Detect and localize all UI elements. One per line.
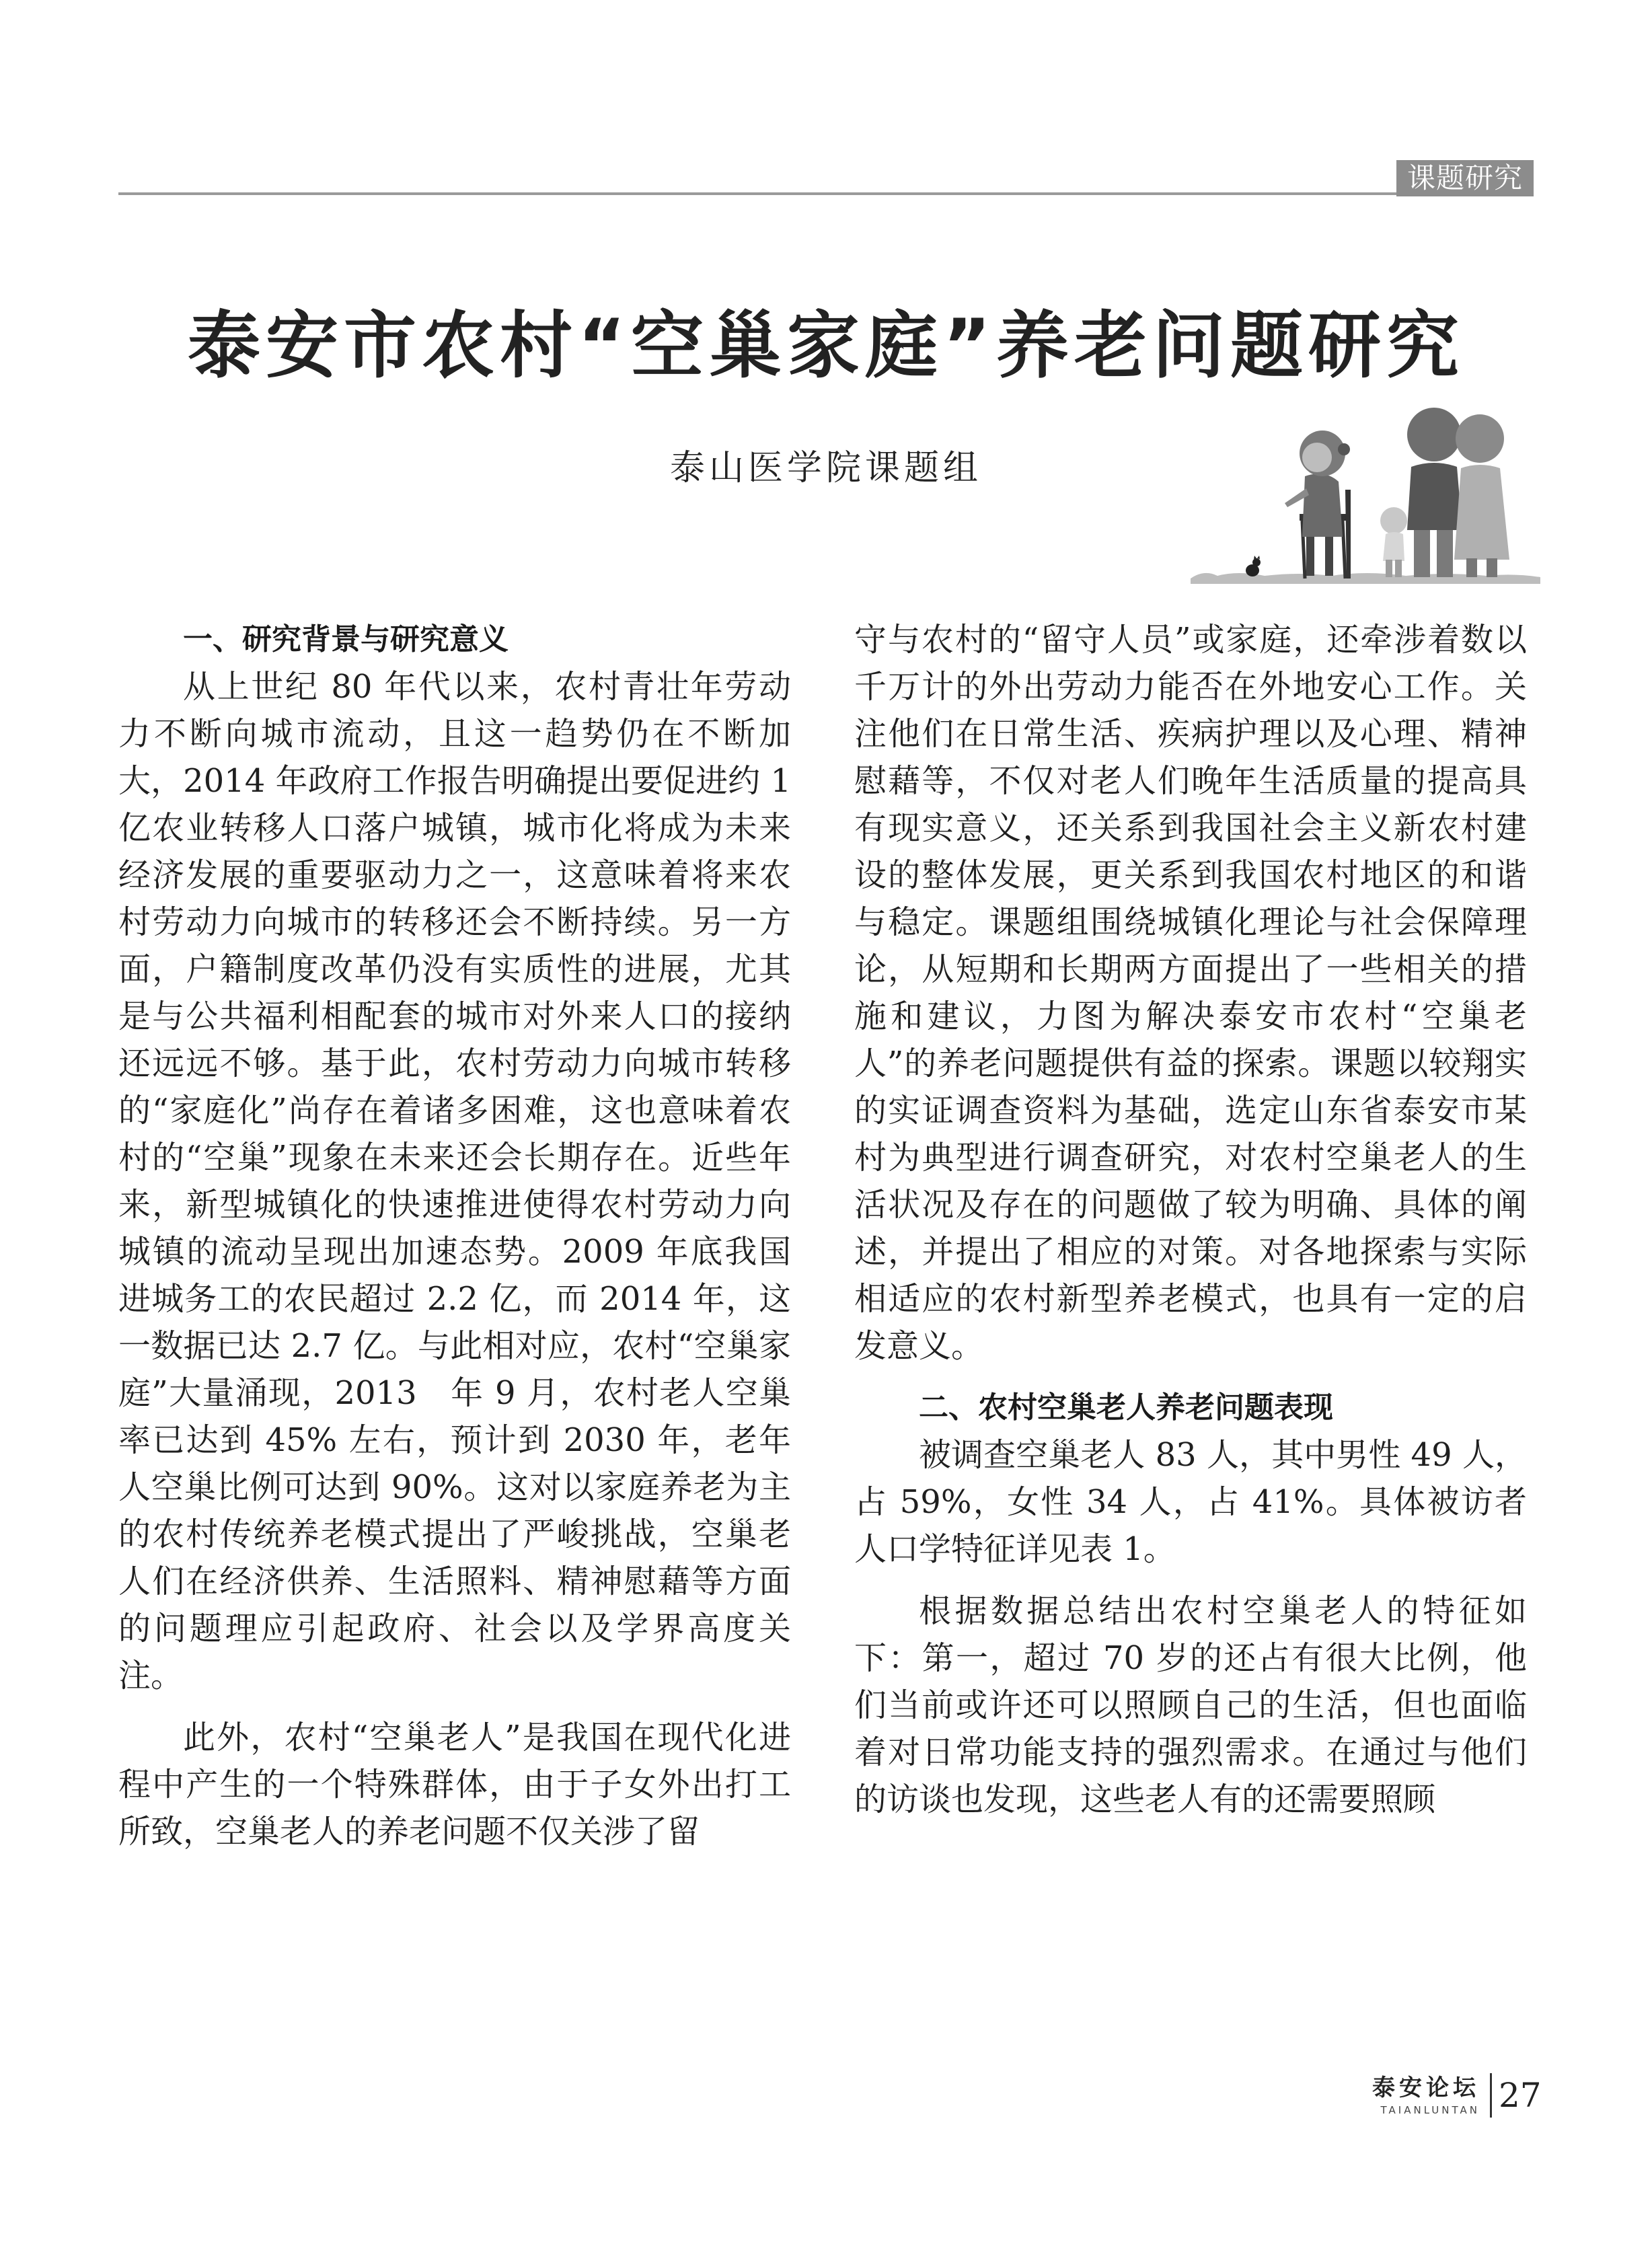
journal-brand — [1318, 2073, 1480, 2118]
journal-name-en: TAIANLUNTAN — [1380, 2104, 1480, 2116]
paragraph-background: 从上世纪 80 年代以来，农村青壮年劳动力不断向城市流动，且这一趋势仍在不断加大，2014 年政府工作报告明确提出要促进约 1 亿农业转移人口落户城镇，城市化将成为未来经济发展的重要驱动力之一，这意味着将来农村劳动力向城市的转移还会不断持续。另一方面，户籍制度改革仍没有实质性的进展，尤其是与公共福利相配套的城市对外来人口的接纳还远远不够。基于此，农村劳动力向城市转移的“家庭化”尚存在着诸多困难，这也意味着农村的“空巢”现象在未来还会长期存在。近些年来，新型城镇化的快速推进使得农村劳动力向城镇的流动呈现出加速态势。2009 年底我国进城务工的农民超过 2.2 亿，而 2014 年，这一数据已达 2.7 亿。与此相对应，农村“空巢家庭”大量涌现，2013 年 9 月，农村老人空巢率已达到 45% 左右，预计到 2030 年，老年人空巢比例可达到 90%。这对以家庭养老为主的农村传统养老模式提出了严峻挑战，空巢老人们在经济供养、生活照料、精神慰藉等方面的问题理应引起政府、社会以及学界高度关注。 — [118, 668, 791, 1694]
article-author: 泰山医学院课题组 — [669, 448, 982, 488]
grandma-standing-icon — [1454, 414, 1509, 577]
page-number: 27 — [1499, 2076, 1542, 2115]
elderly-family-illustration — [1191, 402, 1540, 584]
section-tag: 课题研究 — [1396, 160, 1534, 196]
footer-divider — [1490, 2073, 1492, 2118]
header-rule — [118, 192, 1396, 195]
left-column — [118, 616, 791, 1855]
grandfather-icon — [1407, 408, 1462, 577]
article-title: 泰安市农村“空巢家庭”养老问题研究 — [188, 304, 1464, 388]
section-heading-2: 二、农村空巢老人养老问题表现 — [919, 1390, 1333, 1425]
section-heading-1: 一、研究背景与研究意义 — [183, 622, 509, 657]
paragraph-characteristics: 根据数据总结出农村空巢老人的特征如下：第一，超过 70 岁的还占有很大比例，他们当前或许还可以照顾自己的生活，但也面临着对日常功能支持的强烈需求。在通过与他们的访谈也发现，这些老人有的还需要照顾 — [854, 1592, 1527, 1818]
child-icon — [1380, 507, 1407, 577]
journal-name-cn: 泰安论坛 — [1372, 2075, 1480, 2101]
paragraph-continuation: 守与农村的“留守人员”或家庭，还牵涉着数以千万计的外出劳动力能否在外地安心工作。关注他们在日常生活、疾病护理以及心理、精神慰藉等，不仅对老人们晚年生活质量的提高具有现实意义，还关系到我国社会主义新农村建设的整体发展，更关系到我国农村地区的和谐与稳定。课题组围绕城镇化理论与社会保障理论，从短期和长期两方面提出了一些相关的措施和建议，力图为解决泰安市农村“空巢老人”的养老问题提供有益的探索。课题以较翔实的实证调查资料为基础，选定山东省泰安市某村为典型进行调查研究，对农村空巢老人的生活状况及存在的问题做了较为明确、具体的阐述，并提出了相应的对策。对各地探索与实际相适应的农村新型养老模式，也具有一定的启发意义。 — [854, 621, 1527, 1365]
cat-icon — [1246, 556, 1261, 576]
grandmother-icon — [1285, 431, 1351, 578]
paragraph-significance: 此外，农村“空巢老人”是我国在现代化进程中产生的一个特殊群体，由于子女外出打工所致，空巢老人的养老问题不仅关涉了留 — [118, 1719, 791, 1851]
paragraph-survey: 被调查空巢老人 83 人，其中男性 49 人，占 59%，女性 34 人，占 41%。具体被访者人口学特征详见表 1。 — [854, 1436, 1527, 1568]
right-column — [854, 616, 1527, 1823]
